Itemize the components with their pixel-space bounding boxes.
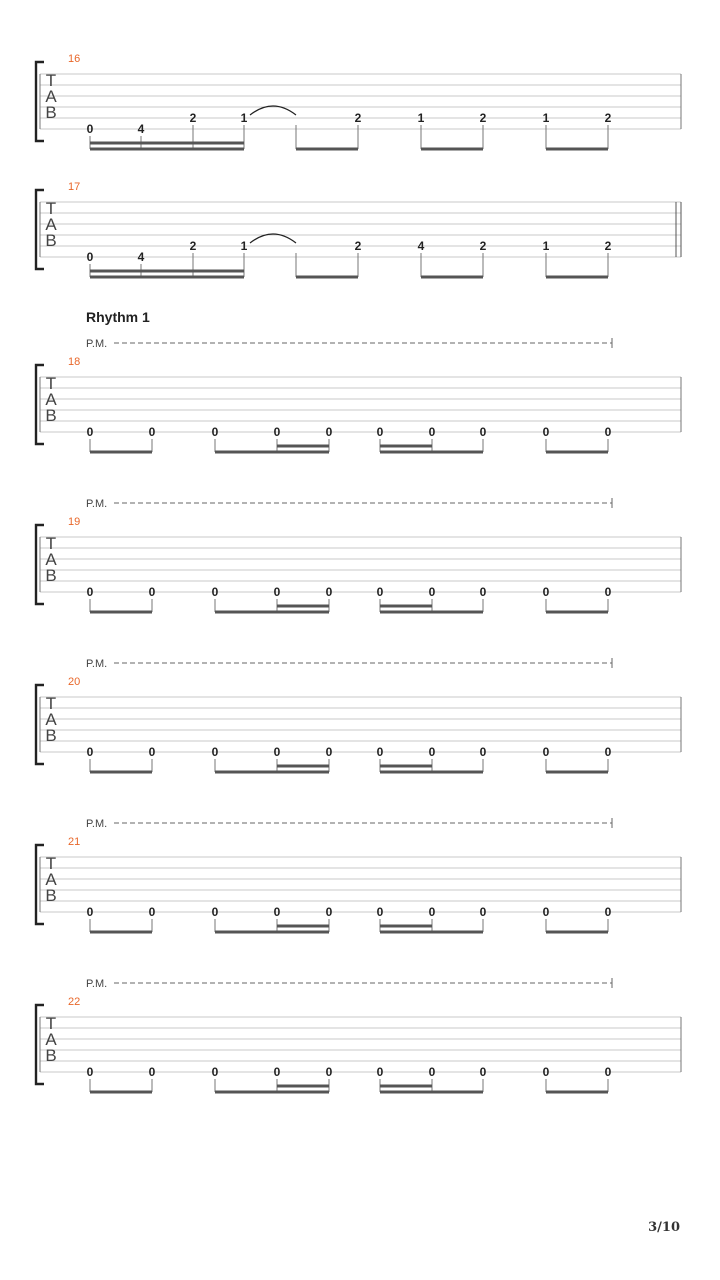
fret-number: 0: [86, 1065, 94, 1079]
fret-number: 2: [604, 111, 612, 125]
tab-clef-letter: T: [45, 374, 57, 393]
fret-number: 0: [479, 585, 487, 599]
measure-number: 17: [68, 181, 81, 193]
tab-clef-letter: B: [45, 406, 57, 425]
tab-clef-letter: T: [45, 534, 57, 553]
fret-number: 2: [479, 111, 487, 125]
fret-number: 0: [376, 425, 384, 439]
fret-number: 1: [542, 239, 550, 253]
fret-number: 0: [376, 745, 384, 759]
fret-number: 0: [428, 1065, 436, 1079]
measure-number: 22: [68, 996, 81, 1008]
tab-clef-letter: A: [45, 710, 57, 729]
fret-number: 0: [148, 745, 156, 759]
fret-number: 0: [273, 585, 281, 599]
fret-number: 0: [273, 1065, 281, 1079]
fret-number: 0: [325, 905, 333, 919]
fret-number: 0: [479, 425, 487, 439]
measure-number: 16: [68, 53, 81, 65]
fret-number: 0: [428, 745, 436, 759]
tab-clef-letter: A: [45, 215, 57, 234]
tab-clef-letter: A: [45, 1030, 57, 1049]
fret-number: 0: [428, 425, 436, 439]
page-number: 3/10: [648, 1220, 680, 1235]
fret-number: 0: [542, 745, 550, 759]
palm-mute-label: P.M.: [86, 978, 108, 990]
fret-number: 0: [325, 585, 333, 599]
fret-number: 0: [273, 905, 281, 919]
fret-number: 0: [604, 1065, 612, 1079]
fret-number: 0: [86, 905, 94, 919]
fret-number: 2: [189, 111, 197, 125]
fret-number: 0: [211, 585, 219, 599]
fret-number: 1: [240, 111, 248, 125]
fret-number: 0: [428, 585, 436, 599]
palm-mute-label: P.M.: [86, 658, 108, 670]
measure-number: 21: [68, 836, 81, 848]
fret-number: 0: [211, 1065, 219, 1079]
fret-number: 4: [417, 239, 425, 253]
fret-number: 0: [86, 122, 94, 136]
tab-clef-letter: B: [45, 103, 57, 122]
fret-number: 0: [86, 250, 94, 264]
fret-number: 0: [273, 745, 281, 759]
fret-number: 2: [479, 239, 487, 253]
fret-number: 0: [604, 425, 612, 439]
fret-number: 0: [604, 745, 612, 759]
tab-clef-letter: B: [45, 886, 57, 905]
fret-number: 2: [354, 239, 362, 253]
tab-clef-letter: A: [45, 87, 57, 106]
fret-number: 0: [325, 1065, 333, 1079]
fret-number: 0: [86, 425, 94, 439]
fret-number: 1: [240, 239, 248, 253]
fret-number: 0: [86, 585, 94, 599]
section-label: Rhythm 1: [86, 309, 150, 325]
palm-mute-label: P.M.: [86, 818, 108, 830]
fret-number: 0: [273, 425, 281, 439]
fret-number: 4: [137, 250, 145, 264]
fret-number: 0: [211, 745, 219, 759]
tab-clef-letter: B: [45, 231, 57, 250]
tab-clef-letter: T: [45, 199, 57, 218]
fret-number: 0: [148, 425, 156, 439]
tab-clef-letter: T: [45, 1014, 57, 1033]
tab-clef-letter: A: [45, 550, 57, 569]
fret-number: 0: [325, 425, 333, 439]
measure-number: 18: [68, 356, 81, 368]
fret-number: 4: [137, 122, 145, 136]
tab-clef-letter: T: [45, 71, 57, 90]
fret-number: 0: [148, 905, 156, 919]
fret-number: 0: [376, 1065, 384, 1079]
palm-mute-label: P.M.: [86, 338, 108, 350]
fret-number: 0: [542, 1065, 550, 1079]
fret-number: 0: [376, 905, 384, 919]
fret-number: 1: [417, 111, 425, 125]
measure-number: 20: [68, 676, 81, 688]
fret-number: 2: [354, 111, 362, 125]
tab-clef-letter: B: [45, 726, 57, 745]
tab-clef-letter: A: [45, 870, 57, 889]
fret-number: 2: [189, 239, 197, 253]
fret-number: 0: [542, 425, 550, 439]
fret-number: 0: [479, 745, 487, 759]
fret-number: 0: [428, 905, 436, 919]
fret-number: 0: [211, 905, 219, 919]
fret-number: 0: [211, 425, 219, 439]
fret-number: 0: [376, 585, 384, 599]
tab-clef-letter: A: [45, 390, 57, 409]
fret-number: 0: [148, 1065, 156, 1079]
fret-number: 0: [542, 585, 550, 599]
tab-clef-letter: B: [45, 1046, 57, 1065]
fret-number: 2: [604, 239, 612, 253]
fret-number: 0: [604, 585, 612, 599]
tab-clef-letter: B: [45, 566, 57, 585]
fret-number: 0: [148, 585, 156, 599]
fret-number: 0: [479, 905, 487, 919]
fret-number: 0: [479, 1065, 487, 1079]
palm-mute-label: P.M.: [86, 498, 108, 510]
tab-clef-letter: T: [45, 854, 57, 873]
fret-number: 0: [542, 905, 550, 919]
tab-clef-letter: T: [45, 694, 57, 713]
fret-number: 0: [604, 905, 612, 919]
fret-number: 0: [86, 745, 94, 759]
measure-number: 19: [68, 516, 81, 528]
fret-number: 0: [325, 745, 333, 759]
fret-number: 1: [542, 111, 550, 125]
